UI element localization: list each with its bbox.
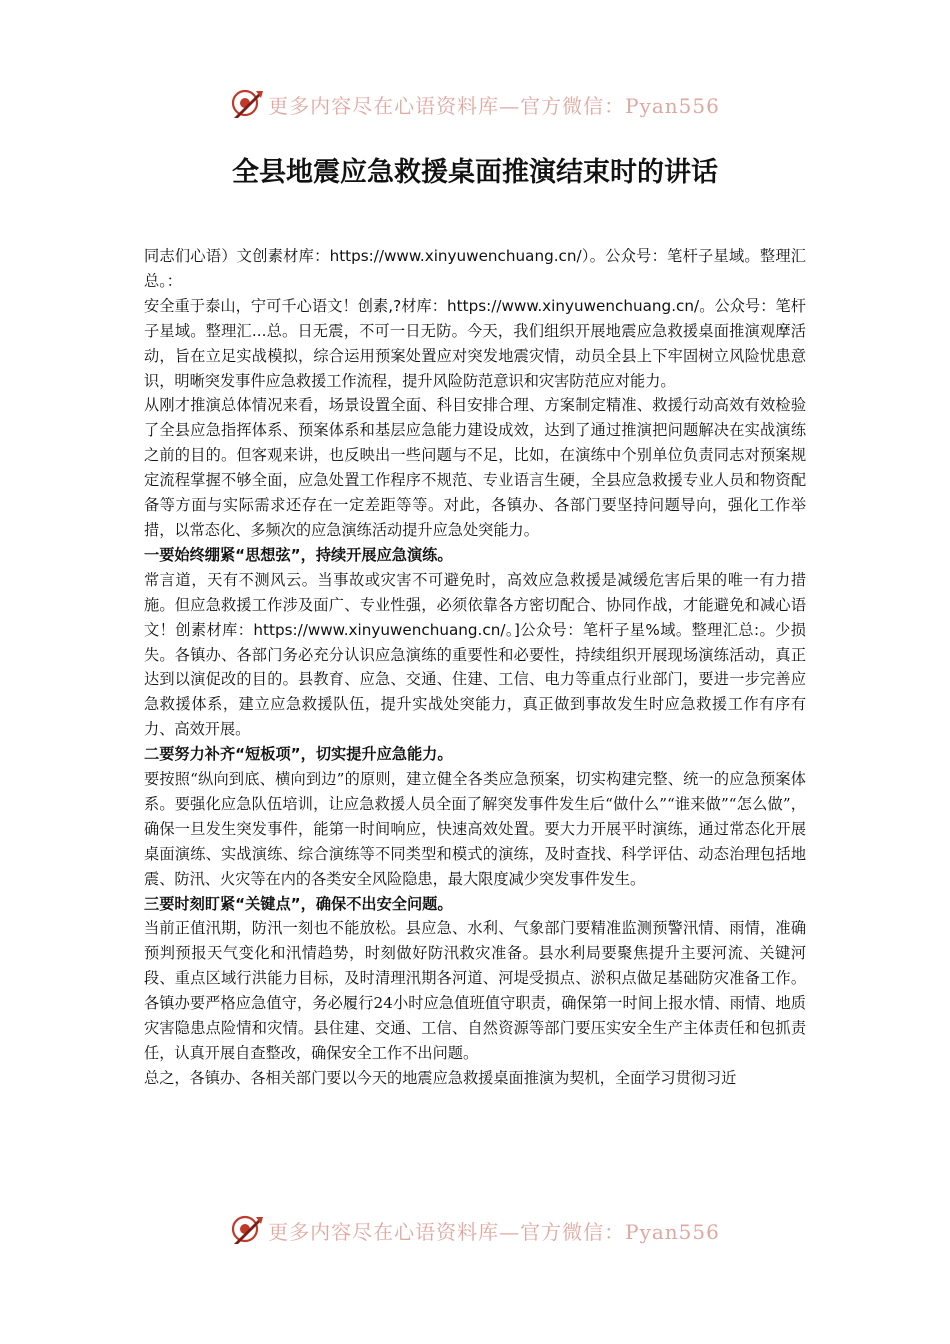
paragraph: 从刚才推演总体情况来看，场景设置全面、科目安排合理、方案制定精准、救援行动高效有效检验了全县应急指挥体系、预案体系和基层应急能力建设成效，达到了通过推演把问题解决在实战演练之前的目的。但客观来讲，也反映出一些问题与不足，比如，在演练中个别单位负责同志对预案规定流程掌握不够全面，应急处置工作程序不规范、专业语言生硬，全县应急救援专业人员和物资配备等方面与实际需求还存在一定差距等等。对此，各镇办、各部门要坚持问题导向，强化工作举措，以常态化、多频次的应急演练活动提升应急处突能力。: [144, 396, 806, 539]
section-heading: 二要努力补齐“短板项”，切实提升应急能力。: [144, 745, 453, 764]
banner-text: 更多内容尽在心语资料库—官方微信：Pyan556: [268, 1219, 720, 1244]
pen-logo-icon: [230, 1213, 264, 1247]
paragraph: 同志们心语）文创素材库：https://www.xinyuwenchuang.cn/）。公众号：笔杆子星域。整理汇总。：: [144, 247, 806, 290]
section-heading: 三要时刻盯紧“关键点”，确保不出安全问题。: [144, 894, 453, 913]
section-heading: 一要始终绷紧“思想弦”，持续开展应急演练。: [144, 545, 453, 564]
paragraph: 当前正值汛期，防汛一刻也不能放松。县应急、水利、气象部门要精准监测预警汛情、雨情，准确预判预报天气变化和汛情趋势，时刻做好防汛救灾准备。县水利局要聚焦提升主要河流、关键河段、重点区域行洪能力目标，及时清理汛期各河道、河堤受损点、淤积点做足基础防灾准备工作。各镇办要严格应急值守，务必履行24小时应急值班值守职责，确保第一时间上报水情、雨情、地质灾害隐患点险情和灾情。县住建、交通、工信、自然资源等部门要压实安全生产主体责任和包抓责任，认真开展自查整改，确保安全工作不出问题。: [144, 919, 806, 1062]
paragraph: 常言道，天有不测风云。当事故或灾害不可避免时，高效应急救援是减缓危害后果的唯一有力措施。但应急救援工作涉及面广、专业性强，必须依靠各方密切配合、协同作战，才能避免和减心语文！创素材库：https://www.xinyuwenchuang.cn/。]公众号：笔杆子星%域。整理汇总:。少损失。各镇办、各部门务必充分认识应急演练的重要性和必要性，持续组织开展现场演练活动，真正达到以演促改的目的。县教育、应急、交通、住建、工信、电力等重点行业部门，要进一步完善应急救援体系，建立应急救援队伍，提升实战处突能力，真正做到事故发生时应急救援工作有序有力、高效开展。: [144, 570, 806, 739]
footer-banner: [0, 1210, 950, 1250]
banner-text: 更多内容尽在心语资料库—官方微信：Pyan556: [268, 93, 720, 118]
document-body: [144, 244, 806, 1091]
pen-logo-icon: [230, 87, 264, 121]
header-banner: [0, 84, 950, 124]
paragraph: 总之，各镇办、各相关部门要以今天的地震应急救援桌面推演为契机，全面学习贯彻习近: [144, 1068, 737, 1087]
paragraph: 要按照“纵向到底、横向到边”的原则，建立健全各类应急预案，切实构建完整、统一的应急预案体系。要强化应急队伍培训，让应急救援人员全面了解突发事件发生后“做什么”“谁来做”“怎么做”，确保一旦发生突发事件，能第一时间响应，快速高效处置。要大力开展平时演练，通过常态化开展桌面演练、实战演练、综合演练等不同类型和模式的演练，及时查找、科学评估、动态治理包括地震、防汛、火灾等在内的各类安全风险隐患，最大限度减少突发事件发生。: [144, 770, 806, 888]
paragraph: 安全重于泰山，宁可千心语文！创素,?材库：https://www.xinyuwenchuang.cn/。公众号：笔杆子星域。整理汇...总。日无震，不可一日无防。今天，我们组织开展地震应急救援桌面推演观摩活动，旨在立足实战模拟，综合运用预案处置应对突发地震灾情，动员全县上下牢固树立风险忧患意识，明晰突发事件应急救援工作流程，提升风险防范意识和灾害防范应对能力。: [144, 296, 806, 390]
document-title: 全县地震应急救援桌面推演结束时的讲话: [232, 157, 718, 188]
